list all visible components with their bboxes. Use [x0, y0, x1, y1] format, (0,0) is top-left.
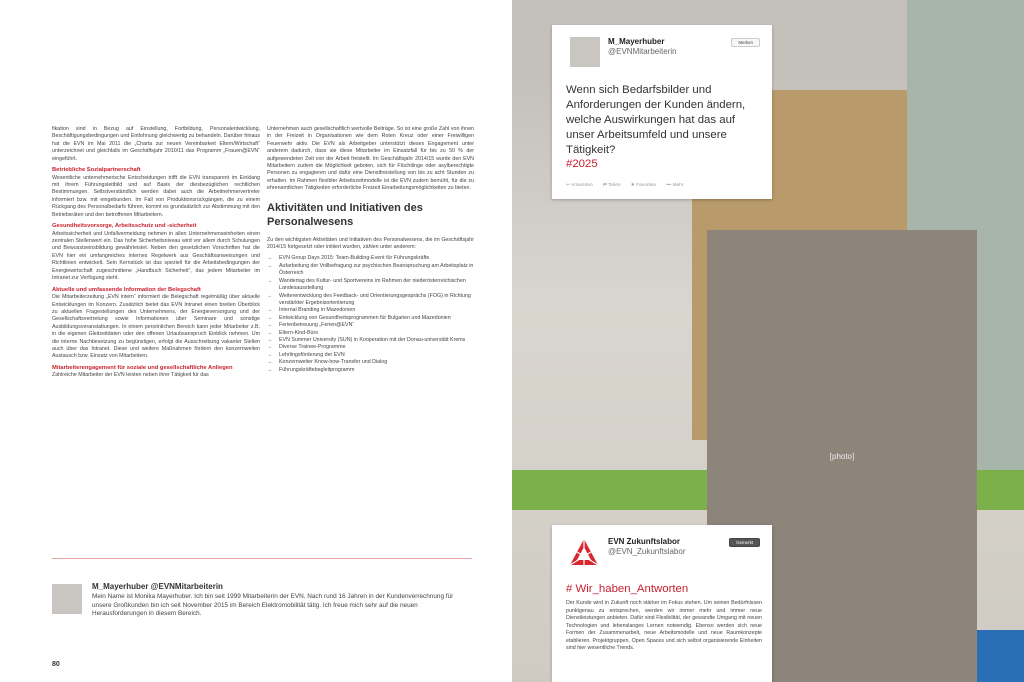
avatar — [570, 37, 600, 67]
reply-icon: ↩ — [566, 183, 571, 188]
post-hashtag[interactable]: # Wir_haben_Antworten — [566, 583, 689, 595]
activities-list — [267, 255, 474, 374]
post-author-handle: @EVN_Zukunftslabor — [608, 547, 686, 556]
portrait-placeholder-label: [photo] — [829, 451, 855, 461]
evn-zukunftslabor-logo-icon — [568, 537, 600, 569]
text-column-right — [267, 126, 474, 374]
list-item: → Ferienbetreuung „Ferien@EVN“ — [267, 322, 474, 329]
list-item: → Wandertag des Kultur- und Sportvereins im Rahmen der niederösterreichischen Landesausstellung — [267, 278, 474, 293]
list-item: → EVN Group Days 2015: Team-Building-Event für Führungskräfte — [267, 255, 474, 262]
author-profile — [52, 582, 472, 624]
list-item: → EVN Summer University (SUN) in Kooperation mit der Donau-universität Krems — [267, 337, 474, 344]
post-hashtag[interactable]: #2025 — [566, 158, 598, 170]
page-number: 80 — [52, 661, 60, 668]
more-icon: ••• — [666, 183, 672, 188]
post-card-question — [552, 25, 772, 199]
reply-action[interactable]: ↩ Antworten — [566, 183, 593, 188]
post-author-handle: @EVNMitarbeiterin — [608, 47, 677, 56]
post-author-name: EVN Zukunftslabor — [608, 537, 681, 546]
bookmarked-button[interactable]: Gemerkt — [729, 538, 760, 547]
post-text: Der Kunde wird in Zukunft noch stärker im Fokus stehen. Um seinen Bedürfnissen punktgenau zu entsprechen, werden wir immer mehr und immer neue Dienstleistungen anbieten. Dafür sind Flexibilität, der gewandte Umgang mit neuen Technologien und lebenslanges Lernen notwendig. Ebenso werden sich neue Formen der Zusammenarbeit, neue Arbeitsmodelle und neue Raumkonzepte etablieren. Projektgruppen, Open Spaces und sich selbst organisierende Einheiten sind hier wesentliche Trends. — [566, 600, 762, 651]
section-paragraph: Arbeitssicherheit und Unfallvermeidung nehmen in allen Unternehmenseinheiten einen zentralen Stellenwert ein. Das hohe Sicherheitsniveau wird vor allem durch Schulungen und Bewusstseinsbildung gewährleistet. Neben den gesetzlichen Vorschriften hat die EVN hier ein umfangreiches internes Regelwerk aus Geschäftsanweisungen und Richtlinien entwickelt. Sein Kernstück ist das speziell für die Arbeitsbedingungen der Energiewirtschaft zugeschnittene „Handbuch Sicherheit“, das jedem Mitarbeiter im Intranet zur Verfügung steht. — [52, 230, 260, 282]
section-paragraph: Die Mitarbeiterzeitung „EVN intern“ informiert die Belegschaft regelmäßig über aktuelle Entwicklungen im Konzern. Zusätzlich bietet das EVN Intranet einen breiten Überblick zu aktuellen Fragestellungen des Unternehmens, der Energieversorgung und der Gesellschaftsvertretung sowie Informationen über Seminare und sonstige Ausbildungsveranstaltungen. In einem persönlichen Bereich kann jeder Mitarbeiter z.B. in die eigenen Gleitzeitdaten oder den offenen Urlaubsanspruch Einblick nehmen. Um die interne Nachbesetzung zu begünstigen, erfolgt die Ausschreibung vakanter Stellen auch über das Intranet. Diese und weitere Maßnahmen fördern den konzernweiten Austausch bzw. Einsatz von Mitarbeitern. — [52, 294, 260, 360]
list-item: → Führungskräftebegleitprogramm — [267, 367, 474, 374]
post-text: Wenn sich Bedarfsbilder und Anforderungen der Kunden ändern, welche Auswirkungen hat das auf unser Arbeitsumfeld und unsere Tätigkeit? — [566, 84, 746, 156]
list-item: → Eltern-Kind-Büro — [267, 330, 474, 337]
share-action[interactable]: ⇄ Teilen — [602, 183, 621, 188]
favorite-action[interactable]: ★ Favoriten — [630, 183, 657, 188]
list-item: → Internal Branding in Mazedonien — [267, 307, 474, 314]
list-intro: Zu den wichtigsten Aktivitäten und Initiativen des Personalwesens, die im Geschäftsjahr 2014/15 fortgesetzt oder initiiert wurden, zählen unter anderem: — [267, 236, 474, 251]
text-column-left — [52, 126, 260, 384]
section-heading: Betriebliche Sozialpartnerschaft — [52, 167, 141, 174]
section-paragraph: Zahlreiche Mitarbeiter der EVN leisten neben ihrer Tätigkeit für das — [52, 372, 209, 379]
list-item: → Entwicklung von Gesundheitsprogrammen für Bulgarien und Mazedonien — [267, 315, 474, 322]
more-action[interactable]: ••• Mehr — [666, 183, 684, 188]
section-title: Aktivitäten und Initiativen des Personalwesens — [267, 201, 423, 228]
section-heading: Aktuelle und umfassende Information der Belegschaft — [52, 286, 201, 293]
section-heading: Gesundheitsvorsorge, Arbeitsschutz und -sicherheit — [52, 223, 197, 230]
list-item: → Aufarbeitung der Vollbefragung zur psychischen Beanspruchung am Arbeitsplatz in Österreich — [267, 263, 474, 278]
profile-bio: Mein Name ist Monika Mayerhuber. Ich bin seit 1999 Mitarbeiterin der EVN. Nach rund 16 Jahren in der Kundenverrechnung für unsere Großkunden bin ich seit November 2015 im Bereich Elektromobilität tätig. Ich freue mich sehr auf die neuen Herausforderungen in diesem Bereich. — [92, 593, 454, 618]
continued-paragraph: Unternehmen auch gesellschaftlich wertvolle Beiträge. So ist eine große Zahl von ihnen in der Freizeit in Organisationen wie dem Roten Kreuz oder einer Freiwilligen Feuerwehr aktiv. Die EVN als Arbeitgeber unterstützt dieses Engagement unter anderem dadurch, dass sie diese Mitarbeiter im Einsatzfall für bis zu 50 % der aufgewendeten Zeit von der Arbeit freistellt. Im Geschäftsjahr 2014/15 wurde den EVN Mitarbeitern zudem die Möglichkeit geboten, sich für Flüchtlinge oder asylberechtigte Personen zu engagieren und dafür eine Dienstfreistellung von bis zu acht Stunden zu erhalten. Im Rahmen flexibler Arbeitszeitmodelle ist die EVN zudem bemüht, für die zu ehrenamtlichen Tätigkeiten erforderliche Freizeit Einarbeitungsmöglichkeiten zu bieten. — [267, 126, 474, 192]
section-divider — [52, 558, 472, 559]
star-icon: ★ — [630, 183, 635, 188]
list-item: → Diverse Trainee-Programme — [267, 344, 474, 351]
profile-handle: M_Mayerhuber @EVNMitarbeiterin — [92, 582, 223, 591]
post-author-name: M_Mayerhuber — [608, 37, 665, 46]
post-actions — [566, 183, 684, 188]
list-item: → Lehrlingsförderung der EVN — [267, 352, 474, 359]
avatar — [52, 584, 82, 614]
list-item: → Konzernweiter Know-how-Transfer und Dialog — [267, 359, 474, 366]
bookmark-button[interactable]: Merken — [731, 38, 760, 47]
retweet-icon: ⇄ — [602, 183, 607, 188]
list-item: → Weiterentwicklung des Feedback- und Orientierungsgesprächs (FOG) in Richtung verstärkter Ergebnisorientierung — [267, 293, 474, 308]
post-card-answer — [552, 525, 772, 682]
section-paragraph: Wesentliche unternehmerische Entscheidungen trifft die EVN transparent im Einklang mit ihrem Führungsleitbild und auf Basis der diesbezüglichen rechtlichen Bestimmungen. Selbstverständlich werden dabei auch die Arbeitnehmervertreter informiert bzw. mit eingebunden. Im Fall von Produktionsrückgängen, die zu einem Rückgang des Personalbedarfs führen, kommt es grundsätzlich zur Abstimmung mit den Betriebsräten und den betroffenen Mitarbeitern. — [52, 174, 260, 218]
section-heading: Mitarbeiterengagement für soziale und gesellschaftliche Anliegen — [52, 364, 233, 371]
intro-paragraph: fikation sind in Bezug auf Einstellung, Fortbildung, Personalentwicklung, Beschäftigungsbedingungen und Entlohnung gleichwertig zu behandeln. Darüber hinaus hat die EVN im Mai 2011 die „Charta zur neuen Vereinbarkeit Eltern/Wirtschaft“ unterzeichnet und gleichfalls im Geschäftsjahr 2010/11 das Programm „Frauen@EVN“ eingeführt. — [52, 126, 260, 162]
right-page — [512, 0, 1024, 682]
